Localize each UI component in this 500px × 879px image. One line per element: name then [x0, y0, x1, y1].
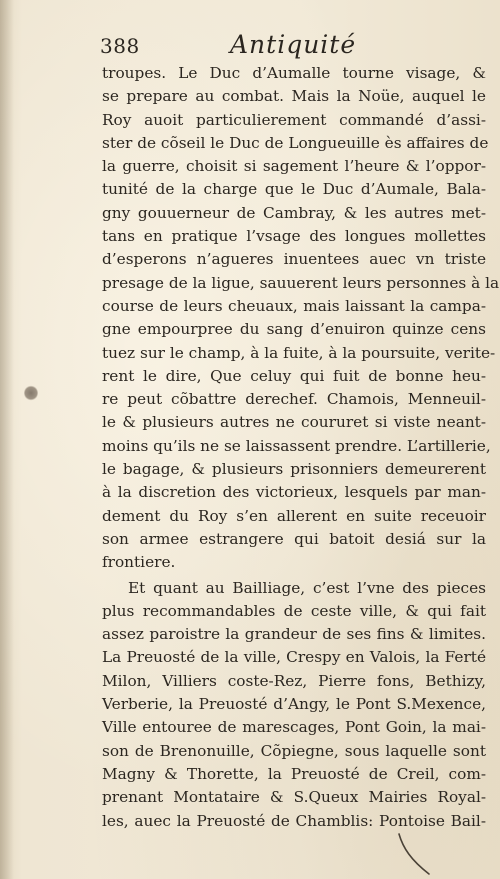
text-line: course de leurs cheuaux, mais laissant la campa- — [102, 296, 486, 315]
text-line: les, auec la Preuosté de Chamblis: Pontoise Bail- — [102, 811, 486, 830]
text-line: à la discretion des victorieux, lesquels par man- — [102, 483, 486, 502]
text-line: le & plusieurs autres ne coururet si viste neant- — [102, 413, 486, 432]
text-line: Magny & Thorette, la Preuosté de Creil, com- — [102, 764, 486, 783]
text-line: troupes. Le Duc d’Aumalle tourne visage, & — [102, 64, 486, 82]
pen-stroke — [395, 830, 435, 878]
text-line: son de Brenonuille, Cõpiegne, sous laquelle sont — [102, 741, 486, 760]
gutter-shadow — [0, 0, 14, 879]
text-line: son armee estrangere qui batoit desiá sur la — [102, 529, 486, 548]
text-line: La Preuosté de la ville, Crespy en Valois, la Ferté — [102, 648, 486, 667]
text-line: la guerre, choisit si sagement l’heure & l’oppor- — [102, 157, 486, 176]
text-line: re peut cõbattre derechef. Chamois, Menneuil- — [102, 390, 486, 409]
text-line: frontiere. — [102, 553, 176, 572]
text-line: gny gouuerneur de Cambray, & les autres met- — [102, 203, 486, 222]
text-line: Roy auoit particulierement commandé d’assi- — [102, 110, 486, 129]
text-line: moins qu’ils ne se laissassent prendre. L’artillerie, — [102, 436, 491, 455]
text-line: tunité de la charge que le Duc d’Aumale, Bala- — [102, 180, 486, 199]
text-line: tans en pratique l’vsage des longues mollettes — [102, 227, 486, 246]
text-line: Et quant au Bailliage, c’est l’vne des pieces — [128, 578, 486, 597]
text-line: gne empourpree du sang d’enuiron quinze cens — [102, 320, 486, 339]
text-line: d’esperons n’agueres inuentees auec vn triste — [102, 250, 486, 269]
text-line: se prepare au combat. Mais la Noüe, auquel le — [102, 87, 486, 106]
text-line: le bagage, & plusieurs prisonniers demeurerent — [102, 460, 486, 479]
text-line: ster de cõseil le Duc de Longueuille ès affaires de — [102, 133, 489, 152]
text-line: dement du Roy s’en allerent en suite receuoir — [102, 506, 486, 525]
ink-blot — [24, 385, 38, 401]
text-line: Milon, Villiers coste-Rez, Pierre fons, Bethizy, — [102, 671, 486, 690]
text-line: tuez sur le champ, à la fuite, à la poursuite, verite- — [102, 343, 496, 362]
running-title: Antiquité — [230, 30, 357, 59]
text-line: assez paroistre la grandeur de ses fins & limites. — [102, 625, 486, 644]
text-line: Verberie, la Preuosté d’Angy, le Pont S.Mexence, — [102, 695, 486, 714]
text-line: plus recommandables de ceste ville, & qui fait — [102, 601, 486, 620]
page-header — [100, 30, 490, 64]
body-text — [102, 62, 500, 833]
text-line: rent le dire, Que celuy qui fuit de bonne heu- — [102, 366, 486, 385]
text-line: Ville entouree de marescages, Pont Goin, la mai- — [102, 718, 486, 737]
page-number: 388 — [100, 34, 140, 58]
text-line: prenant Montataire & S.Queux Mairies Royal- — [102, 788, 486, 807]
text-line: presage de la ligue, sauuerent leurs personnes à la — [102, 273, 500, 292]
